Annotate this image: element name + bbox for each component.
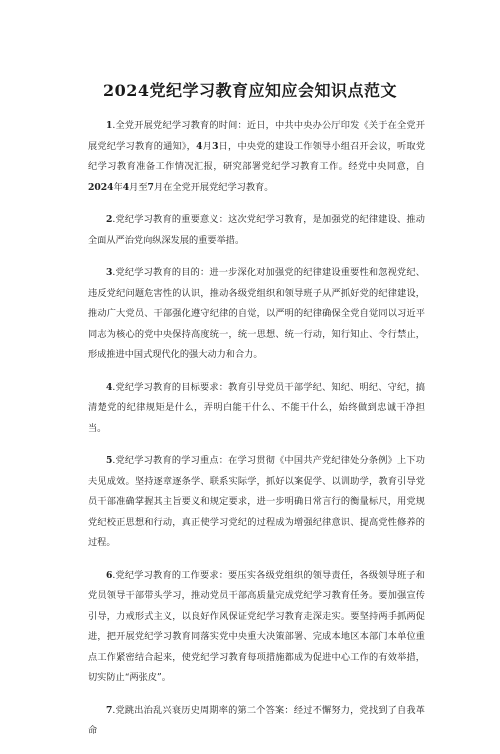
paragraph-text: 7 [147,181,154,193]
paragraph-text: 月 [202,140,213,152]
paragraph-number: 7 [106,704,113,716]
paragraph [88,566,425,689]
paragraph-number: 4 [106,381,113,393]
paragraph-text: 月至 [129,181,148,193]
paragraph [88,263,425,366]
document-body [88,116,425,754]
paragraph-text: 月在全党开展党纪学习教育。 [153,181,274,193]
paragraph-text: 日，中央党的建设工作领导小组召开会议，听取党纪学习教育准备工作情况汇报，研究部署党纪学习教育工作。经党中央同意，自 [88,140,426,172]
paragraph-text: 年 [113,181,123,193]
paragraph-text: .党纪学习教育的工作要求：要压实各级党组织的领导责任，各级领导班子和党员领导干部带头学习，推动党员干部高质量完成党纪学习教育任务。要加强宣传引导，力戒形式主义，以良好作风保证党纪学习教育走深走实。要坚持两手抓两促进，把开展党纪学习教育同落实党中央重大决策部署、完成本地区本部门本单位重点工作紧密结合起来，使党纪学习教育每项措施都成为促进中心工作的有效举措，切实防止“两张皮”。 [88,569,425,683]
paragraph-text: 4 [122,181,130,193]
paragraph-number: 6 [106,569,113,581]
paragraph-text: .党纪学习教育的目的：进一步深化对加强党的纪律建设重要性和忽视党纪、违反党纪问题危害性的认识，推动各级党组织和领导班子从严抓好党的纪律建设，推动广大党员、干部强化遵守纪律的自觉，以严明的纪律确保全党自觉同以习近平同志为核心的党中央保持高度统一，统一思想、统一行动，知行知止、令行禁止，形成推进中国式现代化的强大动力和合力。 [88,267,425,360]
paragraph-text: .全党开展党纪学习教育的时间：近日，中共中央办公厅印发《关于在全党开展党纪学习教育的通知》， [88,120,425,152]
paragraph-text: .党纪学习教育的重要意义：这次党纪学习教育，是加强党的纪律建设、推动全面从严治党向纵深发展的重要举措。 [88,214,425,246]
paragraph-text: 2024 [88,181,114,193]
paragraph-text: .党跳出治乱兴衰历史周期率的第二个答案：经过不懈努力，党找到了自我革命 [88,704,425,736]
paragraph [88,378,425,440]
paragraph [88,210,425,251]
paragraph-number: 1 [106,120,113,131]
paragraph-text: 3 [212,140,219,152]
paragraph-number: 3 [106,267,113,278]
document-title: 2024党纪学习教育应知应会知识点范文 [102,81,398,100]
paragraph [88,116,425,198]
paragraph [88,451,425,554]
paragraph-text: 4 [196,140,203,152]
paragraph-text: .党纪学习教育的学习重点：在学习贯彻《中国共产党纪律处分条例》上下功夫见成效。坚持逐章逐条学、联系实际学，抓好以案促学、以训助学，教育引导党员干部准确掌握其主旨要义和规定要求，进一步明确日常言行的衡量标尺，用党规党纪校正思想和行动，真正使学习党纪的过程成为增强纪律意识、提高党性修养的过程。 [88,455,425,548]
paragraph-number: 2 [106,214,113,225]
paragraph-number: 5 [106,455,113,466]
paragraph-text: .党纪学习教育的目标要求：教育引导党员干部学纪、知纪、明纪、守纪，搞清楚党的纪律规矩是什么，弄明白能干什么、不能干什么，始终做到忠诚干净担当。 [88,381,425,434]
